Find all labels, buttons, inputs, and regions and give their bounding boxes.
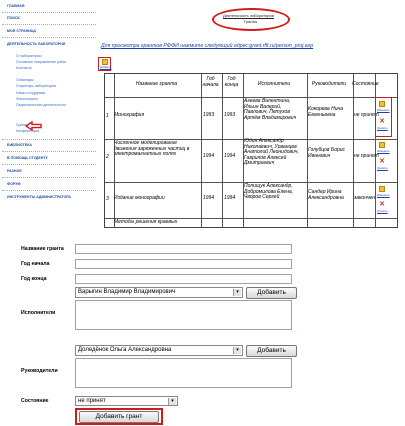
sidebar-subitem-teaching[interactable]: Педагогическая деятельность xyxy=(16,103,67,107)
add-note-icon[interactable] xyxy=(102,59,108,65)
end-year-input[interactable] xyxy=(75,274,292,284)
sidebar-subitem-about[interactable]: О лаборатории xyxy=(16,54,42,58)
edit-icon[interactable] xyxy=(379,186,385,192)
edit-link[interactable]: Изменить xyxy=(377,193,390,197)
grant-name-label: Название гранта xyxy=(21,246,64,252)
leaders-label: Руководители xyxy=(21,368,58,374)
sidebar-subitem-secretary[interactable]: Секретарь лаборатории xyxy=(16,84,57,88)
chevron-down-icon[interactable]: ▾ xyxy=(233,289,241,296)
grant-state: закончен xyxy=(354,195,376,201)
delete-icon[interactable]: ✕ xyxy=(379,118,385,125)
executor-selected-value: Варыгин Владимир Владимирович xyxy=(78,289,176,295)
grant-leaders: Кокорева Нина Евгеньевна xyxy=(308,106,344,118)
delete-link[interactable]: Удалить xyxy=(377,166,388,170)
executors-list[interactable] xyxy=(75,300,292,330)
header-executors: Исполнители xyxy=(257,81,291,87)
chevron-down-icon[interactable]: ▾ xyxy=(168,398,176,405)
divider xyxy=(2,164,96,165)
grant-end: 1993 xyxy=(224,112,236,118)
row-number: 1 xyxy=(106,113,109,119)
row-number: 3 xyxy=(106,196,109,202)
header-state: Состояние xyxy=(352,81,379,87)
delete-link[interactable]: Удалить xyxy=(377,126,388,130)
state-label: Состояние xyxy=(21,398,49,404)
sidebar-subitem-directions[interactable]: Основные направления работ xyxy=(16,60,67,64)
grant-executors: Юдин Александр Николаевич, Урванцев Анатолий Леонидович, Гаврилов Алексей Дмитриевич xyxy=(244,138,299,167)
sidebar-subitem-gallery[interactable]: Фотогалерея xyxy=(16,97,38,101)
grant-start: 1993 xyxy=(203,112,215,118)
grant-executors: Агеева Валентина, Ильин Валерий, Павлович, Петухов Артём Владимирович xyxy=(244,98,297,121)
sidebar-item-misc[interactable]: РАЗНОЕ xyxy=(7,169,22,173)
grant-state: не принят xyxy=(354,112,379,118)
delete-icon[interactable]: ✕ xyxy=(379,201,385,208)
start-year-label: Год начала xyxy=(21,261,50,267)
add-executor-button[interactable]: Добавить xyxy=(246,287,297,299)
grant-start: 1994 xyxy=(203,153,215,159)
header-end-year: Год конца xyxy=(224,76,239,88)
divider xyxy=(2,151,96,152)
edit-link[interactable]: Изменить xyxy=(377,149,390,153)
delete-icon[interactable]: ✕ xyxy=(379,158,385,165)
grant-name: Методы решения краевых xyxy=(114,219,178,225)
sidebar-subitem-grants[interactable]: Гранты xyxy=(16,123,28,127)
divider xyxy=(2,37,96,38)
sidebar-item-lab-activity[interactable]: ДЕЯТЕЛЬНОСТЬ ЛАБОРАТОРИИ xyxy=(7,42,66,46)
end-year-label: Год конца xyxy=(21,276,47,282)
sidebar-item-home[interactable]: ГЛАВНАЯ xyxy=(7,4,25,8)
state-select[interactable] xyxy=(75,396,178,406)
row-number: 2 xyxy=(106,154,109,160)
add-grant-submit-button[interactable]: Добавить грант xyxy=(79,411,159,423)
sidebar-item-my-page[interactable]: МОЯ СТРАНИЦА xyxy=(7,29,37,33)
page-title: Гранты xyxy=(244,19,258,24)
header-leaders: Руководители xyxy=(311,81,347,87)
grant-name: Издание монографии xyxy=(114,195,165,201)
executor-select[interactable] xyxy=(75,287,243,298)
sidebar-item-library[interactable]: БИБЛИОТЕКА xyxy=(7,143,32,147)
delete-link[interactable]: Удалить xyxy=(377,209,388,213)
grant-state: не принят xyxy=(354,153,379,159)
leader-select[interactable] xyxy=(75,345,243,356)
divider xyxy=(2,139,96,140)
start-year-input[interactable] xyxy=(75,259,292,269)
executors-label: Исполнители xyxy=(21,310,56,316)
rffi-info-link[interactable]: Для просмотра грантов РФФИ нажмите следующий адрес:grant.rffi.ru/person_proj.asp xyxy=(101,43,314,49)
leader-selected-value: Доледёнок Ольга Александровна xyxy=(78,347,172,353)
grant-leaders: Сандер Ирина Александровна xyxy=(308,189,344,201)
grant-end: 1994 xyxy=(224,153,236,159)
leaders-list[interactable] xyxy=(75,358,292,388)
add-grant-link[interactable]: Добавить xyxy=(100,65,112,69)
grant-start: 1994 xyxy=(203,195,215,201)
grant-name-input[interactable] xyxy=(75,244,292,254)
sidebar-item-admin-tools[interactable]: ИНСТРУМЕНТЫ АДМИНИСТРАТОРА xyxy=(7,195,71,199)
add-leader-button[interactable]: Добавить xyxy=(246,345,297,357)
sidebar-item-search[interactable]: ПОИСК xyxy=(7,16,20,20)
header-start-year: Год начала xyxy=(202,76,219,88)
edit-link[interactable]: Изменить xyxy=(377,108,390,112)
sidebar-subitem-seminars[interactable]: Семинары xyxy=(16,78,34,82)
grant-end: 1994 xyxy=(224,195,236,201)
chevron-down-icon[interactable]: ▾ xyxy=(233,347,241,354)
sidebar-subitem-conferences[interactable]: Конференции xyxy=(16,129,40,133)
header-grant-name: Название гранта xyxy=(135,81,178,87)
grant-leaders: Голубцов Борис Иванович xyxy=(308,147,346,159)
sidebar-item-students[interactable]: В ПОМОЩЬ СТУДЕНТУ xyxy=(7,156,48,160)
sidebar-nav xyxy=(0,0,100,210)
breadcrumb-section[interactable]: Деятельность лаборатории xyxy=(223,13,274,18)
divider xyxy=(2,12,96,13)
grant-name: Численное моделирование движения заряженных частиц в электромагнитных полях xyxy=(114,140,190,158)
sidebar-subitem-staff[interactable]: Наши сотрудники xyxy=(16,91,46,95)
edit-icon[interactable] xyxy=(379,101,385,107)
red-arrow-icon xyxy=(25,121,42,131)
sidebar-subitem-contacts[interactable]: Контакты xyxy=(16,66,32,70)
grant-name: Монография xyxy=(114,112,145,118)
edit-icon[interactable] xyxy=(379,142,385,148)
divider xyxy=(2,24,96,25)
divider xyxy=(2,177,96,178)
sidebar-item-forum[interactable]: ФОРУМ xyxy=(7,182,21,186)
divider xyxy=(2,190,96,191)
grant-executors: Полищук Александр, Добромилова Елена, Чворов Сергей xyxy=(244,183,294,201)
state-selected-value: не принят xyxy=(78,398,106,404)
